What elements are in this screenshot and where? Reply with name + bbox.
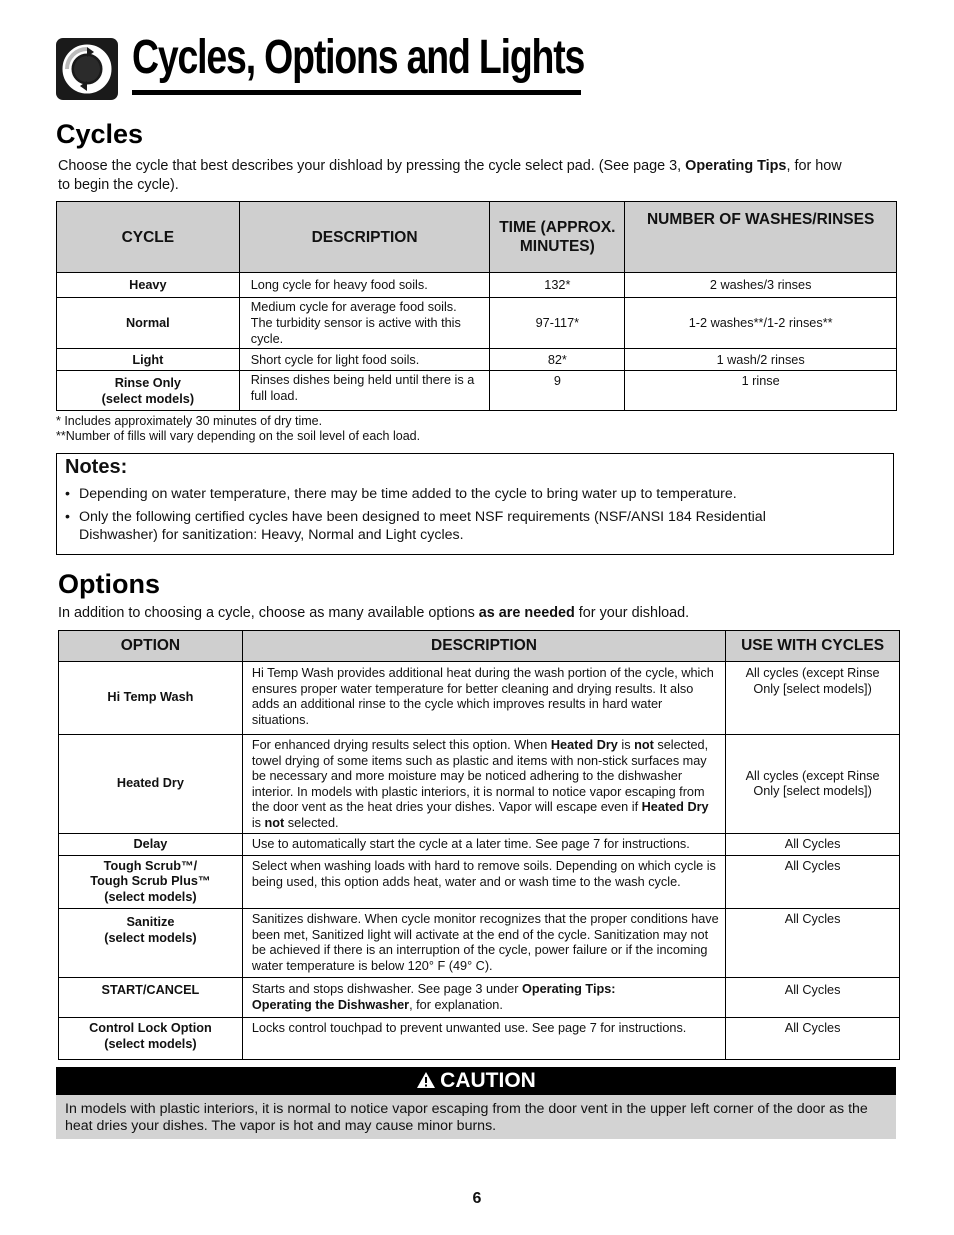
option-use: All Cycles: [726, 978, 900, 1018]
col-header-time: TIME (APPROX. MINUTES): [490, 202, 625, 273]
table-row: [57, 349, 897, 371]
options-intro: In addition to choosing a cycle, choose as many available options as are needed for your dishload.: [58, 605, 690, 621]
col-header-cycle: CYCLE: [57, 202, 240, 273]
footnote-dry-time: * Includes approximately 30 minutes of dry time.: [56, 414, 323, 428]
cycle-time: 82*: [490, 349, 625, 371]
cycle-name: Rinse Only (select models): [57, 371, 240, 411]
note-item: Only the following certified cycles have been designed to meet NSF requirements (NSF/ANSI 184 Residential Dishwasher) for sanitization: Heavy, Normal and Light cycles.: [79, 509, 766, 543]
cycle-washes: 1 rinse: [625, 371, 897, 411]
col-header-washes: NUMBER OF WASHES/RINSES: [625, 202, 897, 273]
option-use: All Cycles: [726, 1018, 900, 1060]
option-description: Starts and stops dishwasher. See page 3 under Operating Tips: Operating the Dishwasher, for explanation.: [242, 978, 725, 1018]
table-row: [57, 371, 897, 411]
caution-label: CAUTION: [440, 1069, 536, 1092]
table-row: [57, 298, 897, 349]
cycle-washes: 2 washes/3 rinses: [625, 273, 897, 298]
option-name: Tough Scrub™/ Tough Scrub Plus™ (select models): [59, 856, 243, 909]
option-name: Delay: [59, 834, 243, 856]
cycle-name: Light: [57, 349, 240, 371]
option-description: Use to automatically start the cycle at a later time. See page 7 for instructions.: [242, 834, 725, 856]
options-heading: Options: [58, 569, 160, 599]
title-underline: [132, 90, 581, 95]
option-use: All cycles (except Rinse Only [select models]): [726, 735, 900, 834]
table-row: [57, 273, 897, 298]
cycle-description: Rinses dishes being held until there is a full load.: [239, 371, 490, 411]
cycle-description: Long cycle for heavy food soils.: [239, 273, 490, 298]
cycles-table-header: [57, 202, 897, 273]
table-row: [59, 1018, 900, 1060]
cycle-washes: 1-2 washes**/1-2 rinses**: [625, 298, 897, 349]
table-row: [59, 978, 900, 1018]
option-name: Hi Temp Wash: [59, 662, 243, 735]
option-description: Select when washing loads with hard to remove soils. Depending on which cycle is being used, this option adds heat, water and or wash time to the wash cycle.: [242, 856, 725, 909]
table-row: [59, 909, 900, 978]
col-header-description: DESCRIPTION: [239, 202, 490, 273]
options-table-header: [59, 631, 900, 662]
col-header-description: DESCRIPTION: [242, 631, 725, 662]
notes-box: [56, 453, 894, 555]
cycle-description: Short cycle for light food soils.: [239, 349, 490, 371]
notes-heading: Notes:: [65, 456, 128, 478]
table-row: [59, 735, 900, 834]
table-row: [59, 662, 900, 735]
page-number: 6: [472, 1190, 482, 1207]
option-description: For enhanced drying results select this option. When Heated Dry is not selected, towel drying of some items such as plastic and items with non-stick surfaces may be necessary and more moisture may be noticed adhering to the dishwasher interior. In models with plastic interiors, it is normal to notice vapor escaping from the door vent as the heat dries your dishes. Vapor will escape even if Heated Dry is not selected.: [242, 735, 725, 834]
option-name: Control Lock Option (select models): [59, 1018, 243, 1060]
option-description: Locks control touchpad to prevent unwanted use. See page 7 for instructions.: [242, 1018, 725, 1060]
cycle-name: Heavy: [57, 273, 240, 298]
cycle-time: 97-117*: [490, 298, 625, 349]
cycle-name: Normal: [57, 298, 240, 349]
cycles-table: [56, 201, 897, 411]
warning-triangle-icon: [416, 1069, 436, 1097]
option-name: Heated Dry: [59, 735, 243, 834]
page-title: Cycles, Options and Lights: [132, 31, 585, 84]
option-use: All cycles (except Rinse Only [select models]): [726, 662, 900, 735]
cycle-logo-icon: [56, 38, 118, 100]
cycle-time: 132*: [490, 273, 625, 298]
cycle-time: 9: [490, 371, 625, 411]
caution-banner: [56, 1067, 896, 1095]
option-description: Sanitizes dishware. When cycle monitor recognizes that the proper conditions have been met, Sanitized light will activate at the end of the cycle. Sanitization may not be achieved if there is an interruption of the cycle, power failure or if the incoming water temperature is below 120° F (49° C).: [242, 909, 725, 978]
option-use: All Cycles: [726, 909, 900, 978]
cycles-heading: Cycles: [56, 119, 144, 149]
options-table: [58, 630, 900, 1060]
option-name: START/CANCEL: [59, 978, 243, 1018]
option-use: All Cycles: [726, 856, 900, 909]
caution-text: In models with plastic interiors, it is normal to notice vapor escaping from the door vent in the upper left corner of the door as the heat dries your dishes. The vapor is hot and may cause minor burns.: [56, 1095, 896, 1139]
option-use: All Cycles: [726, 834, 900, 856]
col-header-option: OPTION: [59, 631, 243, 662]
note-bullet: •: [65, 486, 70, 502]
cycles-intro: Choose the cycle that best describes your dishload by pressing the cycle select pad. (See page 3, Operating Tips, for how to begin the cycle).: [58, 158, 842, 193]
option-name: Sanitize (select models): [59, 909, 243, 978]
footnote-fills: **Number of fills will vary depending on the soil level of each load.: [56, 429, 421, 443]
option-description: Hi Temp Wash provides additional heat during the wash portion of the cycle, which ensures proper water temperature for better cleaning and drying results. It also adds an additional rinse to the cycle which improves results in hard water situations.: [242, 662, 725, 735]
table-row: [59, 834, 900, 856]
table-row: [59, 856, 900, 909]
note-item: Depending on water temperature, there may be time added to the cycle to bring water up to temperature.: [79, 486, 737, 502]
cycle-description: Medium cycle for average food soils. The turbidity sensor is active with this cycle.: [239, 298, 490, 349]
cycle-washes: 1 wash/2 rinses: [625, 349, 897, 371]
note-bullet: •: [65, 509, 70, 525]
col-header-use: USE WITH CYCLES: [726, 631, 900, 662]
